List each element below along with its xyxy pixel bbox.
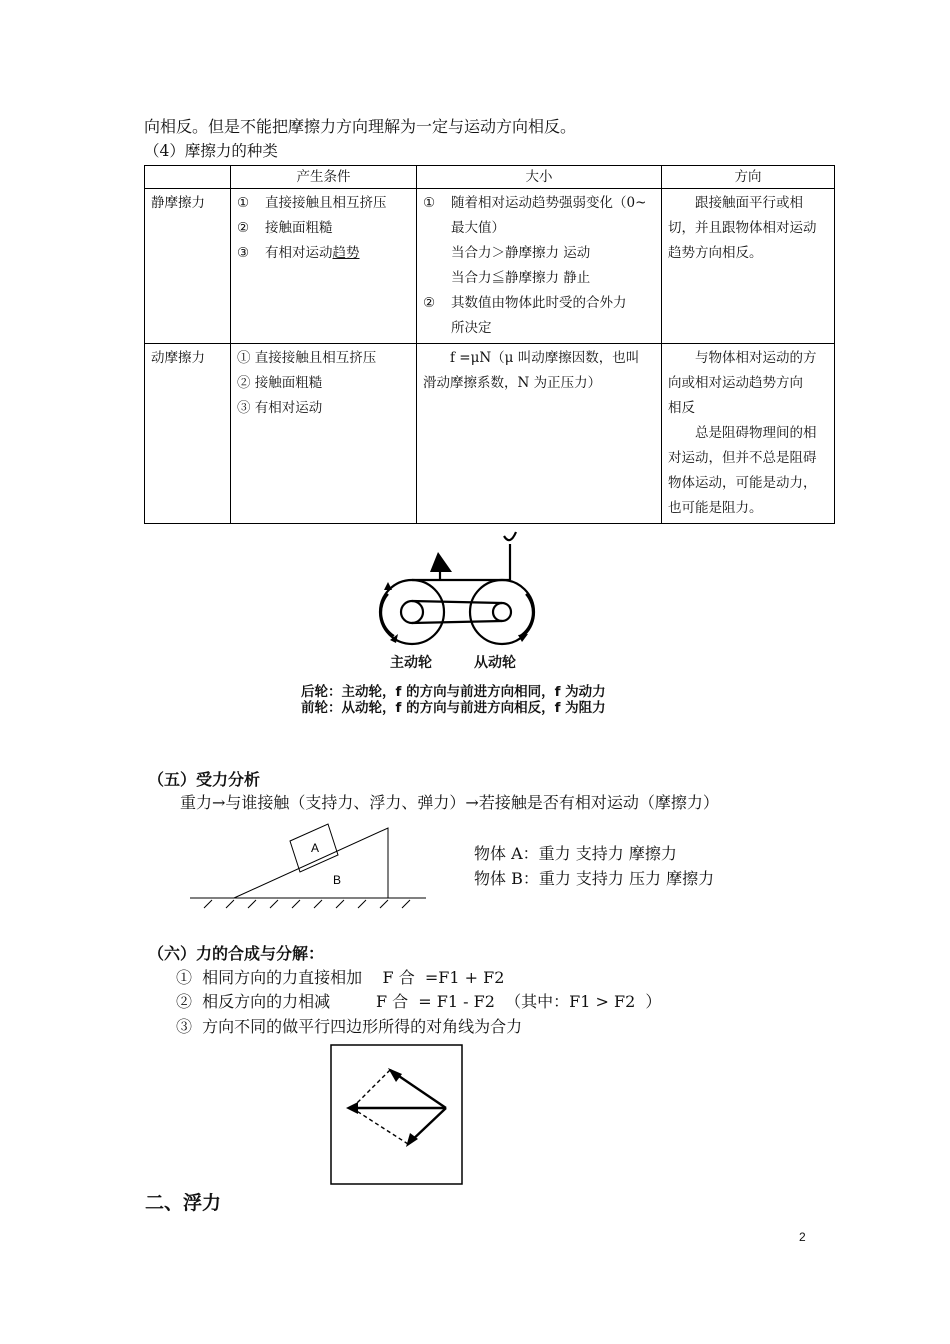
header-size: 大小: [417, 166, 662, 189]
static-size: [417, 189, 662, 344]
kinetic-direction: [662, 344, 835, 524]
direction-text: 趋势方向相反。: [668, 245, 763, 261]
direction-text: 向或相对运动趋势方向: [668, 375, 803, 391]
kinetic-size: [417, 344, 662, 524]
size-text: 当合力＞静摩擦力 运动: [451, 245, 591, 261]
cond-text: ③ 有相对运动: [237, 400, 323, 416]
header-direction: 方向: [662, 166, 835, 189]
label-drive-wheel: 主动轮: [390, 655, 432, 671]
forces-on-a: 物体 A：重力 支持力 摩擦力: [474, 844, 677, 863]
direction-text: 切，并且跟物体相对运动: [668, 220, 817, 236]
size-num: ①: [423, 195, 436, 211]
size-text: 所决定: [451, 320, 492, 336]
cond-num: ③: [237, 245, 250, 261]
section-buoyancy-title: 二、浮力: [145, 1192, 222, 1214]
bike-caption-rear: 后轮：主动轮，f 的方向与前进方向相同，f 为动力: [301, 684, 606, 700]
arrow-head-icon: [346, 1102, 358, 1114]
friction-types-table: [144, 165, 835, 524]
rear-hub: [401, 601, 423, 623]
cond-num: ②: [237, 220, 250, 236]
cond-underlined: 趋势: [332, 245, 360, 261]
kinetic-conditions: [231, 344, 417, 524]
header-conditions: 产生条件: [231, 166, 417, 189]
section-4-title: （4）摩擦力的种类: [144, 142, 278, 160]
bicycle-wheels-diagram: [370, 528, 550, 648]
direction-text: 跟接触面平行或相: [668, 195, 803, 211]
cond-num: ①: [237, 195, 250, 211]
parallelogram-diagram: [330, 1044, 464, 1186]
cond-text: 接触面粗糙: [265, 220, 333, 236]
incline-diagram: [186, 820, 431, 915]
forces-on-b: 物体 B：重力 支持力 压力 摩擦力: [474, 869, 715, 888]
kinetic-friction-name: 动摩擦力: [145, 344, 231, 524]
chain-bottom: [412, 621, 502, 623]
intro-line: 向相反。但是不能把摩擦力方向理解为一定与运动方向相反。: [144, 117, 577, 136]
direction-text: 也可能是阻力。: [668, 500, 763, 516]
cond-text: ① 直接接触且相互挤压: [237, 350, 377, 366]
direction-text: 物体运动，可能是动力，: [668, 475, 817, 491]
size-text: 滑动摩擦系数，N 为正压力）: [423, 375, 602, 391]
static-direction: [662, 189, 835, 344]
size-text: f =μN（μ 叫动摩擦因数，也叫: [423, 350, 640, 366]
section-6-title: （六）力的合成与分解：: [148, 944, 325, 963]
cond-text: 直接接触且相互挤压: [265, 195, 387, 211]
rotation-arrow-rear: [381, 594, 394, 636]
table-row-static: [145, 189, 835, 344]
direction-text: 对运动，但并不总是阻碍: [668, 450, 817, 466]
parallel-line-2: [352, 1108, 408, 1144]
direction-text: 相反: [668, 400, 695, 416]
cond-text: ② 接触面粗糙: [237, 375, 323, 391]
static-friction-name: 静摩擦力: [145, 189, 231, 344]
rotation-arrow-front: [520, 594, 533, 636]
composition-item-2: ② 相反方向的力相减 F 合 = F1 - F2 （其中：F1 > F2 ）: [176, 992, 662, 1011]
table-row-kinetic: [145, 344, 835, 524]
size-text: 当合力≦静摩擦力 静止: [451, 270, 591, 286]
diagram-frame: [331, 1045, 462, 1184]
wedge-b: [234, 828, 388, 898]
cond-text: 有相对运动: [265, 245, 333, 261]
composition-item-3: ③ 方向不同的做平行四边形所得的对角线为合力: [176, 1017, 523, 1036]
arrow-head-icon: [384, 582, 392, 590]
composition-item-1: ① 相同方向的力直接相加 F 合 =F1 + F2: [176, 968, 505, 987]
ground-hatch: [204, 900, 410, 908]
header-cell: [145, 166, 231, 189]
bike-caption-front: 前轮：从动轮，f 的方向与前进方向相反，f 为阻力: [301, 700, 606, 716]
label-b: B: [333, 873, 342, 887]
section-5-title: （五）受力分析: [148, 770, 261, 789]
label-a: A: [311, 841, 320, 855]
label-driven-wheel: 从动轮: [474, 655, 516, 671]
size-num: ②: [423, 295, 436, 311]
direction-text: 与物体相对运动的方: [668, 350, 817, 366]
size-text: 其数值由物体此时受的合外力: [451, 295, 627, 311]
size-text: 随着相对运动趋势强弱变化（0~: [451, 195, 647, 211]
seat-icon: [430, 552, 452, 572]
static-conditions: [231, 189, 417, 344]
table-header-row: [145, 166, 835, 189]
size-text: 最大值）: [451, 220, 505, 236]
handlebar: [504, 532, 516, 540]
chain-top: [412, 601, 502, 603]
direction-text: 总是阻碍物理间的相: [668, 425, 817, 441]
arrow-head-icon: [388, 1068, 402, 1082]
front-hub: [493, 603, 511, 621]
force-analysis-line: 重力→与谁接触（支持力、浮力、弹力）→若接触是否有相对运动（摩擦力）: [180, 793, 719, 812]
page-number: 2: [799, 1230, 806, 1244]
